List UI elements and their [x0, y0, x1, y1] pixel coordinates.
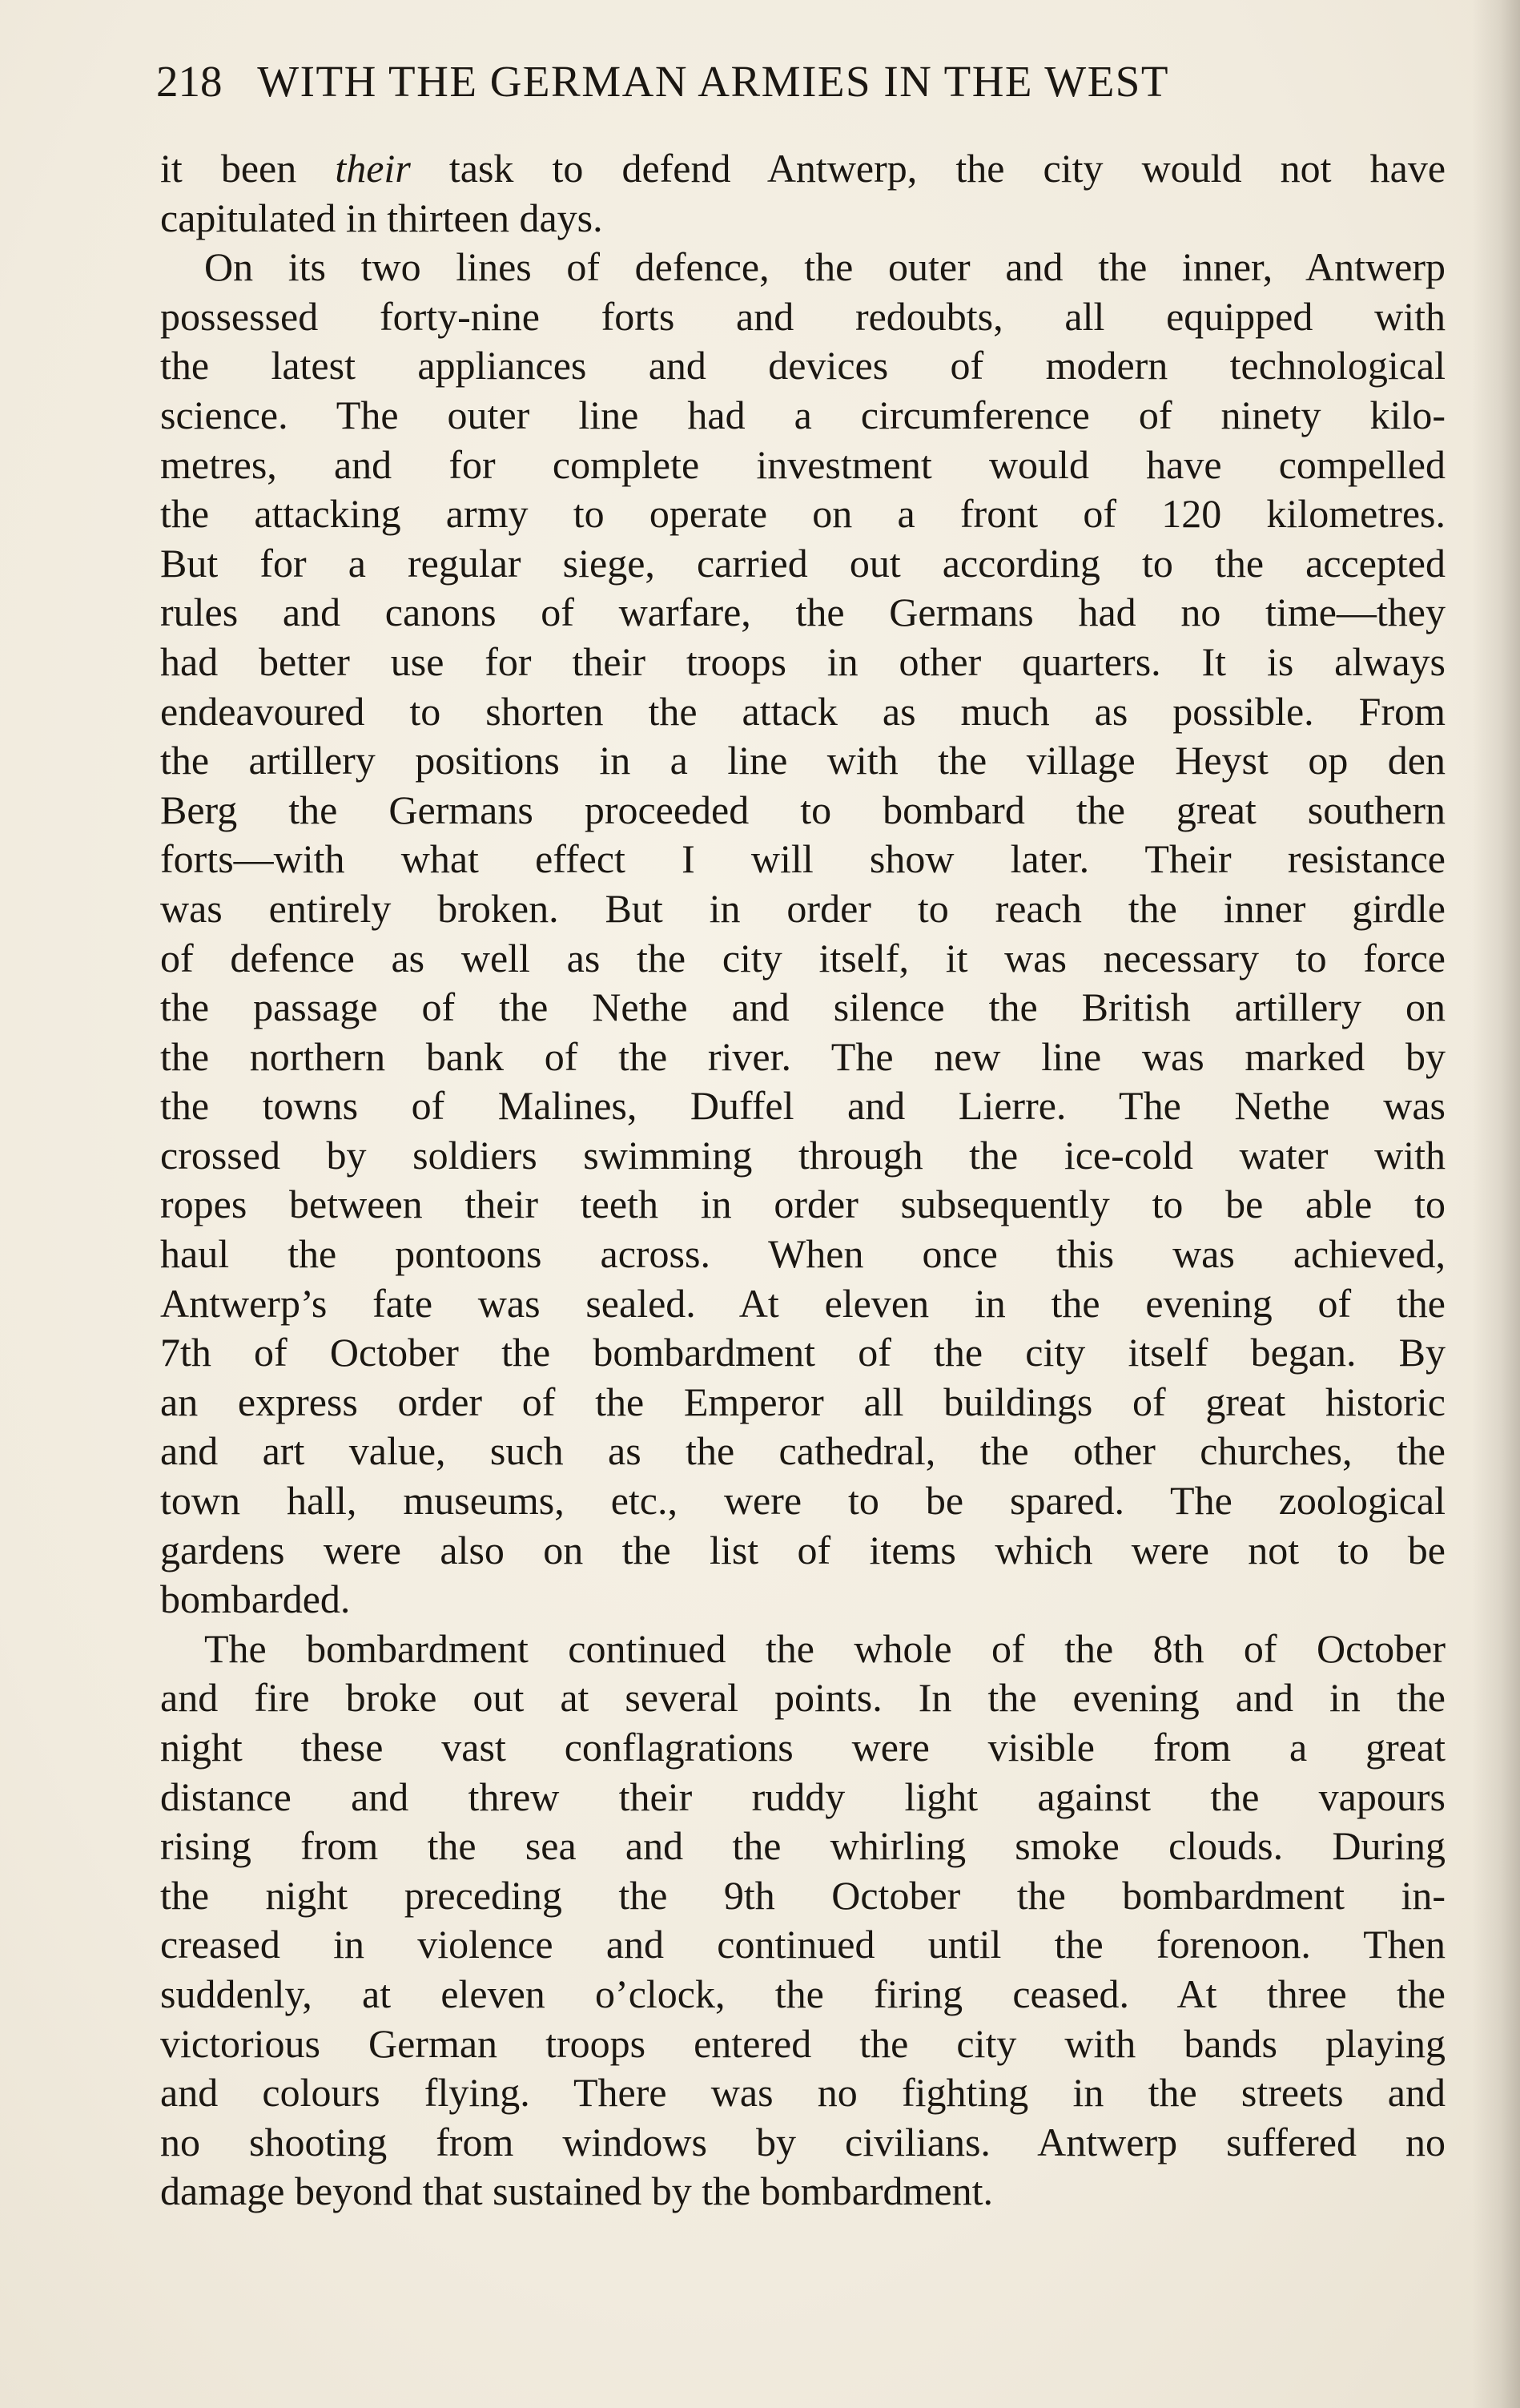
text-line: and fire broke out at several points. In the evening and in the [160, 1675, 1446, 1721]
text-line: of defence as well as the city itself, it was necessary to force [160, 935, 1446, 981]
text-line: the attacking army to operate on a front of 120 kilometres. [160, 491, 1446, 537]
text-line: victorious German troops entered the city with bands playing [160, 2020, 1446, 2066]
text-line: creased in violence and continued until the forenoon. Then [160, 1922, 1446, 1967]
page-header [156, 50, 1365, 114]
text-line: was entirely broken. But in order to reach the inner girdle [160, 885, 1446, 931]
text-line: possessed forty-nine forts and redoubts, all equipped with [160, 293, 1446, 339]
running-title: WITH THE GERMAN ARMIES IN THE WEST [257, 57, 1169, 106]
paragraph [160, 144, 1446, 243]
text-line: The bombardment continued the whole of the 8th of October [204, 1625, 1446, 1671]
paragraph [160, 1625, 1446, 2217]
text-line: bombarded. [160, 1576, 351, 1622]
text-line: distance and threw their ruddy light against the vapours [160, 1774, 1446, 1819]
text-line: On its two lines of defence, the outer and the inner, Antwerp [204, 244, 1446, 290]
text-line: the latest appliances and devices of modern technological [160, 343, 1446, 389]
text-line: Antwerp’s fate was sealed. At eleven in the evening of the [160, 1280, 1446, 1326]
text-line: and colours flying. There was no fighting in the streets and [160, 2070, 1446, 2116]
text-line: forts—with what effect I will show later. Their resistance [160, 836, 1446, 882]
text-line: the passage of the Nethe and silence the British artillery on [160, 985, 1446, 1030]
text-line: haul the pontoons across. When once this was achieved, [160, 1231, 1446, 1277]
text-line: crossed by soldiers swimming through the ice-cold water with [160, 1132, 1446, 1178]
text-line: Berg the Germans proceeded to bombard the great southern [160, 787, 1446, 832]
text-line: the northern bank of the river. The new line was marked by [160, 1033, 1446, 1079]
emphasis: their [335, 146, 411, 191]
body-text [160, 144, 1446, 2217]
text-line: rising from the sea and the whirling smoke clouds. During [160, 1823, 1446, 1869]
text-line: it been their task to defend Antwerp, the city would not have [160, 146, 1446, 191]
text-line: an express order of the Emperor all buildings of great historic [160, 1379, 1446, 1424]
text-line: no shooting from windows by civilians. Antwerp suffered no [160, 2119, 1446, 2164]
text-line: But for a regular siege, carried out according to the accepted [160, 540, 1446, 586]
text-line: 7th of October the bombardment of the city itself began. By [160, 1330, 1446, 1375]
text-line: and art value, such as the cathedral, the other churches, the [160, 1428, 1446, 1474]
paragraph [160, 243, 1446, 1625]
text-line: gardens were also on the list of items which were not to be [160, 1527, 1446, 1572]
text-line: capitulated in thirteen days. [160, 195, 603, 240]
page-number: 218 [156, 57, 223, 106]
spine-shadow [1472, 0, 1520, 2408]
text-line: rules and canons of warfare, the Germans had no time—they [160, 590, 1446, 635]
text-line: suddenly, at eleven o’clock, the firing ceased. At three the [160, 1971, 1446, 2016]
text-line: night these vast conflagrations were visible from a great [160, 1725, 1446, 1770]
text-line: endeavoured to shorten the attack as much as possible. From [160, 688, 1446, 734]
text-line: ropes between their teeth in order subsequently to be able to [160, 1182, 1446, 1227]
text-line: the night preceding the 9th October the bombardment in- [160, 1872, 1446, 1918]
text-line: had better use for their troops in other quarters. It is always [160, 638, 1446, 684]
text-line: science. The outer line had a circumference of ninety kilo- [160, 392, 1446, 437]
text-line: metres, and for complete investment would have compelled [160, 441, 1446, 487]
text-line: damage beyond that sustained by the bombardment. [160, 2168, 994, 2214]
text-line: town hall, museums, etc., were to be spared. The zoological [160, 1478, 1446, 1524]
text-line: the artillery positions in a line with the village Heyst op den [160, 738, 1446, 783]
text-line: the towns of Malines, Duffel and Lierre. The Nethe was [160, 1083, 1446, 1129]
